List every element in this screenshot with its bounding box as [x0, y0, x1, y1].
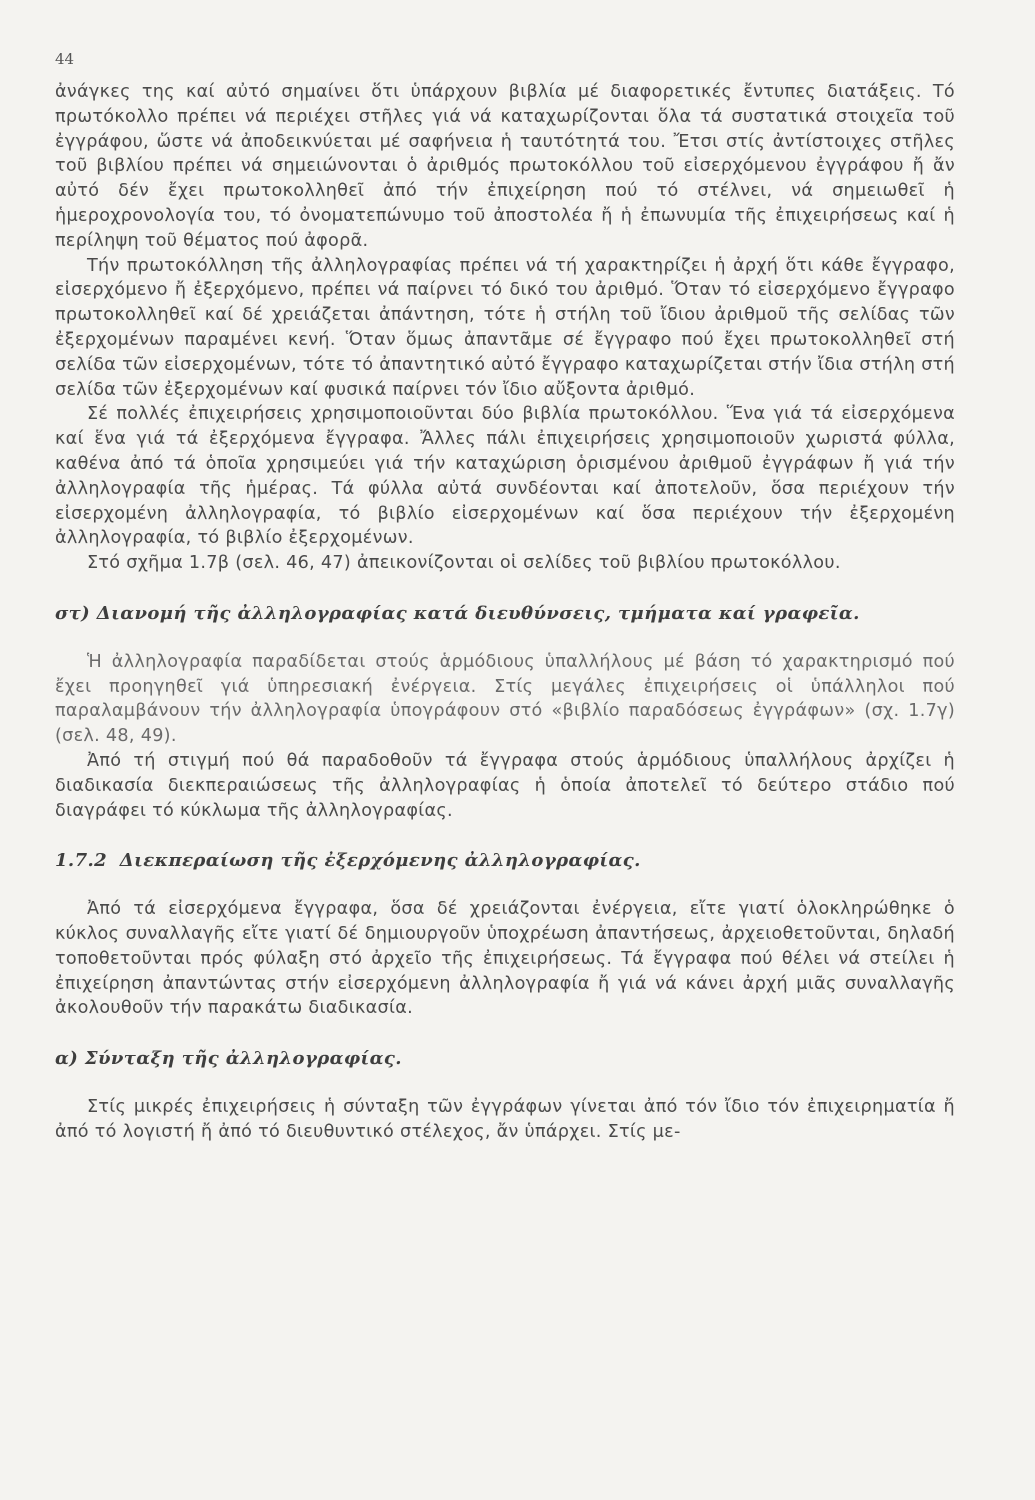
- section-heading-composition: α) Σύνταξη τῆς ἀλληλογραφίας.: [55, 1048, 402, 1070]
- paragraph-archiving: Ἀπό τά εἰσερχόμενα ἔγγραφα, ὅσα δέ χρειάζονται ἐνέργεια, εἴτε γιατί ὁλοκληρώθηκε ὁ κύκλος συναλλαγῆς εἴτε γιατί δέ δημιουργοῦν ὑποχρέωση ἀπαντήσεως, ἀρχειοθετοῦνται, δηλαδή τοποθετοῦνται πρός φύλαξη στό ἀρχεῖο τῆς ἐπιχειρήσεως. Τά ἔγγραφα πού θέλει νά στείλει ἡ ἐπιχείρηση ἀπαντώντας στήν εἰσερχόμενη ἀλληλογραφία ἤ γιά νά κάνει ἀρχή μιᾶς συναλλαγῆς ἀκολουθοῦν τήν παρακάτω διαδικασία.: [55, 899, 955, 1019]
- section-heading-outgoing: [55, 849, 955, 874]
- paragraph-continued: ἀνάγκες της καί αὐτό σημαίνει ὅτι ὑπάρχουν βιβλία μέ διαφορετικές ἔντυπες διατάξεις. Τό πρωτόκολλο πρέπει νά περιέχει στῆλες γιά νά καταχωρίζονται ὅλα τά συστατικά στοιχεῖα τοῦ ἐγγράφου, ὥστε νά ἀποδεικνύεται μέ σαφήνεια ἡ ταυτότητά του. Ἔτσι στίς ἀντίστοιχες στῆλες τοῦ βιβλίου πρέπει νά σημειώνονται ὁ ἀριθμός πρωτοκόλλου τοῦ εἰσερχόμενου ἐγγράφου ἤ ἄν αὐτό δέν ἔχει πρωτοκολληθεῖ ἀπό τήν ἐπιχείρηση πού τό στέλνει, νά σημειωθεῖ ἡ ἡμεροχρονολογία του, τό ὀνοματεπώνυμο τοῦ ἀποστολέα ἤ ἡ ἐπωνυμία τῆς ἐπιχειρήσεως καί ἡ περίληψη τοῦ θέματος πού ἀφορᾶ.: [55, 82, 955, 251]
- paragraph-protocol-principle: Τήν πρωτοκόλληση τῆς ἀλληλογραφίας πρέπει νά τή χαρακτηρίζει ἡ ἀρχή ὅτι κάθε ἔγγραφο, εἰσερχόμενο ἤ ἐξερχόμενο, πρέπει νά παίρνει τό δικό του ἀριθμό. Ὅταν τό εἰσερχόμενο ἔγγραφο πρωτοκολληθεῖ καί δέ χρειάζεται ἀπάντηση, τότε ἡ στήλη τοῦ ἴδιου ἀριθμοῦ τῆς σελίδας τῶν ἐξερχομένων παραμένει κενή. Ὅταν ὅμως ἀπαντᾶμε σέ ἔγγραφο πού ἔχει πρωτοκολληθεῖ στή σελίδα τῶν εἰσερχομένων, τότε τό ἀπαντητικό αὐτό ἔγγραφο καταχωρίζεται στήν ἴδια στήλη στή σελίδα τῶν ἐξερχομένων καί φυσικά παίρνει τόν ἴδιο αὔξοντα ἀριθμό.: [55, 255, 955, 400]
- paragraph-figure-reference: Στό σχῆμα 1.7β (σελ. 46, 47) ἀπεικονίζονται οἱ σελίδες τοῦ βιβλίου πρωτοκόλλου.: [87, 553, 841, 574]
- section-title: Διεκπεραίωση τῆς ἐξερχόμενης ἀλληλογραφίας.: [119, 850, 641, 872]
- paragraph-distribution: Ἡ ἀλληλογραφία παραδίδεται στούς ἁρμόδιους ὑπαλλήλους μέ βάση τό χαρακτηρισμό πού ἔχει προηγηθεῖ γιά ὑπηρεσιακή ἐνέργεια. Στίς μεγάλες ἐπιχειρήσεις οἱ ὑπάλληλοι πού παραλαμβάνουν τήν ἀλληλογραφία ὑπογράφουν στό «βιβλίο παραδόσεως ἐγγράφων» (σχ. 1.7γ) (σελ. 48, 49).: [55, 651, 955, 747]
- page-content: [55, 80, 955, 1144]
- page-number: 44: [55, 50, 75, 68]
- paragraph-processing-start: Ἀπό τή στιγμή πού θά παραδοθοῦν τά ἔγγραφα στούς ἁρμόδιους ὑπαλλήλους ἀρχίζει ἡ διαδικασία διεκπεραιώσεως τῆς ἀλληλογραφίας ἡ ὁποία ἀποτελεῖ τό δεύτερο στάδιο πού διαγράφει τό κύκλωμα τῆς ἀλληλογραφίας.: [55, 750, 955, 821]
- paragraph-composition: Στίς μικρές ἐπιχειρήσεις ἡ σύνταξη τῶν ἐγγράφων γίνεται ἀπό τόν ἴδιο τόν ἐπιχειρηματία ἤ ἀπό τό λογιστή ἤ ἀπό τό διευθυντικό στέλεχος, ἄν ὑπάρχει. Στίς με-: [55, 1096, 955, 1142]
- section-heading-distribution: στ) Διανομή τῆς ἀλληλογραφίας κατά διευθύνσεις, τμήματα καί γραφεῖα.: [55, 602, 860, 624]
- section-number: 1.7.2: [55, 850, 108, 872]
- paragraph-two-books: Σέ πολλές ἐπιχειρήσεις χρησιμοποιοῦνται δύο βιβλία πρωτοκόλλου. Ἕνα γιά τά εἰσερχόμενα καί ἕνα γιά τά ἐξερχόμενα ἔγγραφα. Ἄλλες πάλι ἐπιχειρήσεις χρησιμοποιοῦν χωριστά φύλλα, καθένα ἀπό τά ὁποῖα χρησιμεύει γιά τήν καταχώριση ὁρισμένου ἀριθμοῦ ἐγγράφων ἤ γιά τήν ἀλληλογραφία τῆς ἡμέρας. Τά φύλλα αὐτά συνδέονται καί ἀποτελοῦν, ὅσα περιέχουν τήν εἰσερχομένη ἀλληλογραφία, τό βιβλίο εἰσερχομένων καί ὅσα περιέχουν τήν ἐξερχομένη ἀλληλογραφία, τό βιβλίο ἐξερχομένων.: [55, 404, 955, 549]
